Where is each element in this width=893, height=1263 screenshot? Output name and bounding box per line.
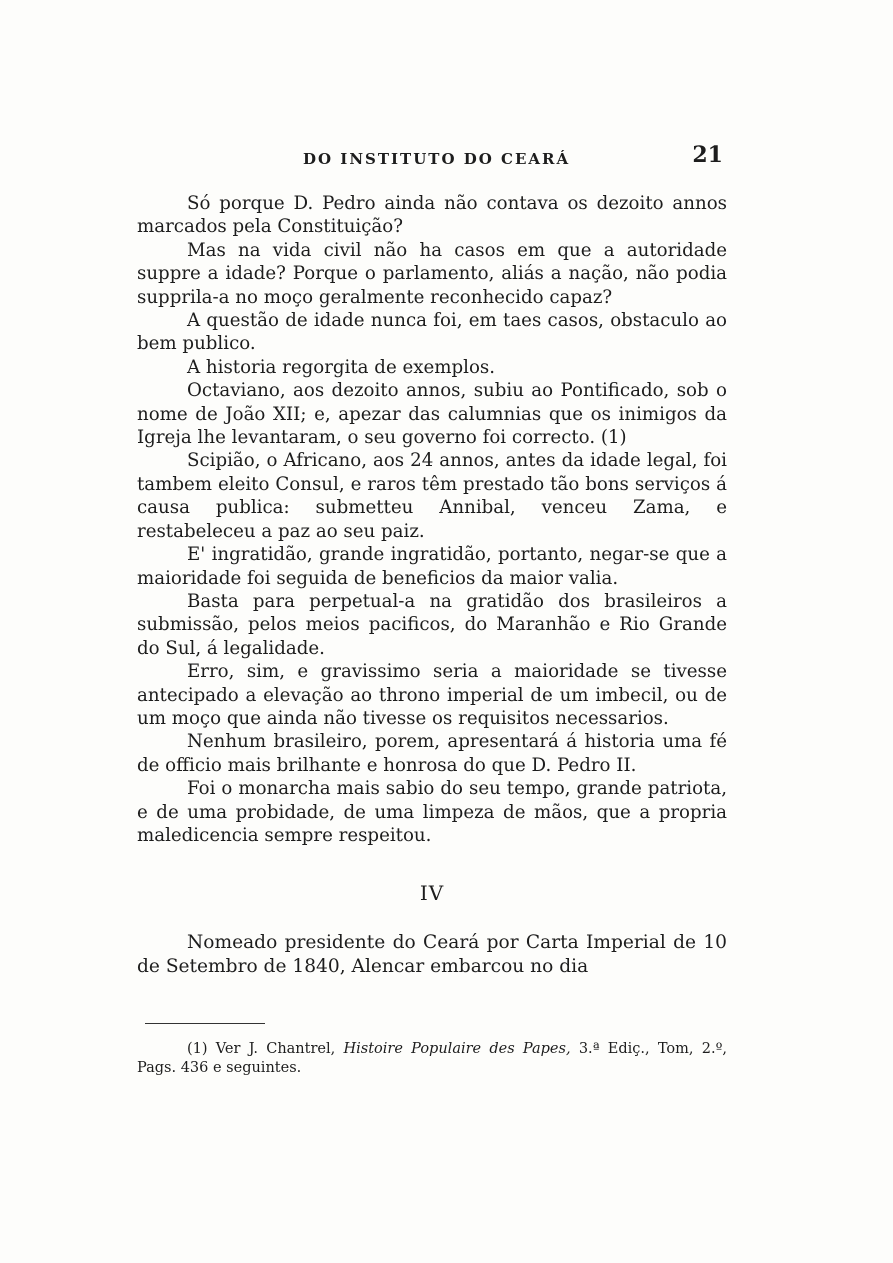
running-head (137, 140, 727, 180)
footnote-marker: (1) (187, 1041, 208, 1058)
paragraph: A historia regorgita de exemplos. (187, 356, 496, 378)
footnote-divider (145, 1023, 265, 1024)
paragraph: Octaviano, aos dezoito annos, subiu ao Pontificado, sob o nome de João XII; e, apezar das calumnias que os inimigos da Igreja lhe levantaram, o seu governo foi correcto. (1) (137, 380, 727, 449)
section-heading: IV (419, 881, 445, 906)
footnote-book-title: Histoire Populaire des Papes, (343, 1041, 571, 1058)
page-number: 21 (692, 142, 723, 168)
footnote-citation-start: Ver J. Chantrel, (215, 1041, 336, 1058)
body-text (137, 192, 727, 847)
paragraph: A questão de idade nunca foi, em taes casos, obstaculo ao bem publico. (137, 310, 727, 355)
running-title: DO INSTITUTO DO CEARÁ (303, 150, 571, 168)
book-page (137, 140, 727, 1078)
section-text (137, 931, 727, 979)
paragraph: Scipião, o Africano, aos 24 annos, antes da idade legal, foi tambem eleito Consul, e raros têm prestado tão bons serviços á causa publica: submetteu Annibal, venceu Zama, e restabeleceu a paz ao seu paiz. (137, 450, 727, 542)
paragraph: E' ingratidão, grande ingratidão, portanto, negar-se que a maioridade foi seguida de beneficios da maior valia. (137, 544, 727, 589)
footnote-citation-end: 3.ª Ediç., Tom, 2.º, Pags. 436 e seguintes. (137, 1041, 728, 1077)
paragraph: Foi o monarcha mais sabio do seu tempo, grande patriota, e de uma probidade, de uma limpeza de mãos, que a propria maledicencia sempre respeitou. (137, 778, 727, 846)
paragraph: Nomeado presidente do Ceará por Carta Imperial de 10 de Setembro de 1840, Alencar embarcou no dia (137, 932, 727, 978)
paragraph: Só porque D. Pedro ainda não contava os dezoito annos marcados pela Constituição? (137, 193, 727, 238)
paragraph: Mas na vida civil não ha casos em que a autoridade suppre a idade? Porque o parlamento, aliás a nação, não podia supprila-a no moço geralmente reconhecido capaz? (137, 239, 727, 308)
paragraph: Basta para perpetual-a na gratidão dos brasileiros a submissão, pelos meios pacificos, do Maranhão e Rio Grande do Sul, á legalidade. (137, 590, 727, 659)
paragraph: Nenhum brasileiro, porem, apresentará á historia uma fé de officio mais brilhante e honrosa do que D. Pedro II. (137, 731, 727, 776)
footnote (137, 1040, 727, 1078)
paragraph: Erro, sim, e gravissimo seria a maioridade se tivesse antecipado a elevação ao throno imperial de um imbecil, ou de um moço que ainda não tivesse os requisitos necessarios. (137, 661, 727, 729)
